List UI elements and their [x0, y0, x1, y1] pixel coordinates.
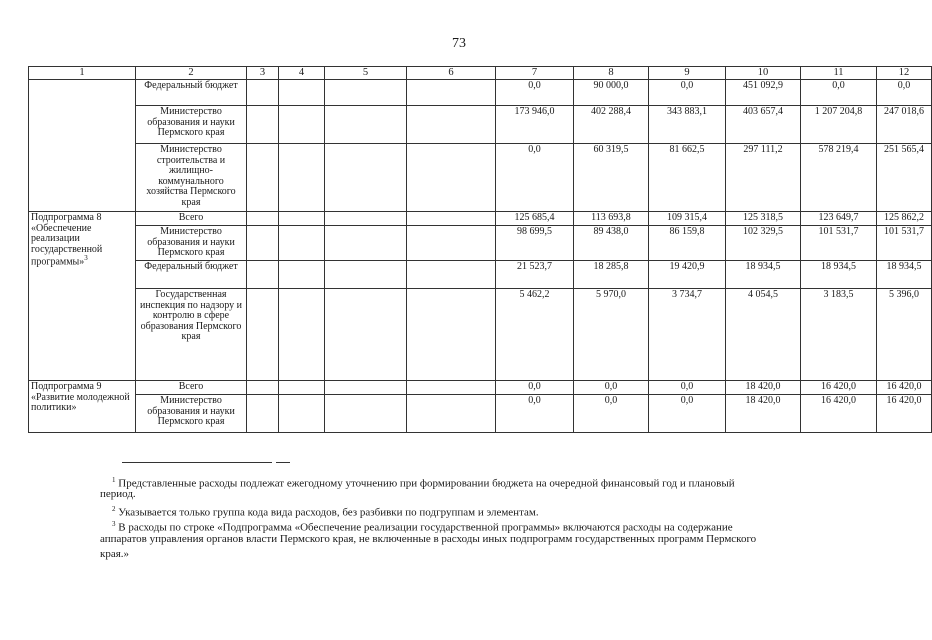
value-cell: 0,0	[574, 381, 649, 395]
header-row	[29, 67, 932, 80]
value-cell: 451 092,9	[726, 80, 801, 106]
table-row	[29, 395, 932, 433]
footnote-mark: 1	[112, 476, 116, 484]
empty-cell	[407, 212, 496, 226]
empty-cell	[279, 106, 325, 144]
value-cell: 21 523,7	[496, 261, 574, 289]
empty-cell	[279, 395, 325, 433]
empty-cell	[407, 144, 496, 212]
value-cell: 16 420,0	[801, 381, 877, 395]
source-cell: Министерство строительства и жилищно-коммунального хозяйства Пермского края	[136, 144, 247, 212]
table-row	[29, 106, 932, 144]
value-cell: 247 018,6	[877, 106, 932, 144]
value-cell: 0,0	[496, 80, 574, 106]
empty-cell	[279, 226, 325, 261]
value-cell: 123 649,7	[801, 212, 877, 226]
value-cell: 101 531,7	[801, 226, 877, 261]
empty-cell	[407, 226, 496, 261]
empty-cell	[247, 381, 279, 395]
empty-cell	[325, 80, 407, 106]
table-row	[29, 381, 932, 395]
value-cell: 297 111,2	[726, 144, 801, 212]
footnote-mark: 3	[112, 520, 116, 528]
empty-cell	[407, 289, 496, 381]
empty-cell	[247, 289, 279, 381]
value-cell: 18 934,5	[726, 261, 801, 289]
empty-cell	[407, 261, 496, 289]
value-cell: 86 159,8	[649, 226, 726, 261]
empty-cell	[325, 289, 407, 381]
header-cell: 4	[279, 67, 325, 80]
value-cell: 113 693,8	[574, 212, 649, 226]
empty-cell	[325, 381, 407, 395]
source-cell: Министерство образования и науки Пермского края	[136, 226, 247, 261]
value-cell: 0,0	[877, 80, 932, 106]
value-cell: 18 420,0	[726, 395, 801, 433]
footnote-mark: 2	[112, 505, 116, 513]
source-cell: Всего	[136, 212, 247, 226]
value-cell: 125 862,2	[877, 212, 932, 226]
value-cell: 16 420,0	[877, 381, 932, 395]
empty-cell	[407, 106, 496, 144]
program-cell-empty	[29, 80, 136, 212]
value-cell: 4 054,5	[726, 289, 801, 381]
header-cell: 9	[649, 67, 726, 80]
empty-cell	[279, 381, 325, 395]
footnote-divider	[122, 462, 272, 463]
header-cell: 6	[407, 67, 496, 80]
value-cell: 0,0	[496, 144, 574, 212]
value-cell: 90 000,0	[574, 80, 649, 106]
table-row	[29, 144, 932, 212]
header-cell: 5	[325, 67, 407, 80]
empty-cell	[325, 395, 407, 433]
value-cell: 125 685,4	[496, 212, 574, 226]
empty-cell	[325, 106, 407, 144]
source-cell: Министерство образования и науки Пермского края	[136, 106, 247, 144]
source-cell: Федеральный бюджет	[136, 261, 247, 289]
value-cell: 16 420,0	[801, 395, 877, 433]
value-cell: 16 420,0	[877, 395, 932, 433]
value-cell: 18 934,5	[877, 261, 932, 289]
value-cell: 98 699,5	[496, 226, 574, 261]
empty-cell	[325, 212, 407, 226]
value-cell: 18 420,0	[726, 381, 801, 395]
subprogram-9-cell: Подпрограмма 9 «Развитие молодежной политики»	[29, 381, 136, 433]
table-row	[29, 226, 932, 261]
empty-cell	[247, 106, 279, 144]
value-cell: 5 396,0	[877, 289, 932, 381]
value-cell: 109 315,4	[649, 212, 726, 226]
table-row	[29, 261, 932, 289]
value-cell: 403 657,4	[726, 106, 801, 144]
empty-cell	[279, 261, 325, 289]
header-cell: 8	[574, 67, 649, 80]
empty-cell	[279, 212, 325, 226]
value-cell: 0,0	[649, 395, 726, 433]
value-cell: 402 288,4	[574, 106, 649, 144]
empty-cell	[407, 395, 496, 433]
empty-cell	[279, 289, 325, 381]
table-row	[29, 80, 932, 106]
value-cell: 0,0	[649, 381, 726, 395]
value-cell: 343 883,1	[649, 106, 726, 144]
value-cell: 0,0	[496, 395, 574, 433]
value-cell: 18 934,5	[801, 261, 877, 289]
value-cell: 3 183,5	[801, 289, 877, 381]
footnote-3-continued: аппаратов управления органов власти Пермского края, не включенные в расходы иных подпрограмм государственных программ Пермского	[100, 533, 757, 545]
value-cell: 578 219,4	[801, 144, 877, 212]
value-cell: 0,0	[496, 381, 574, 395]
header-cell: 2	[136, 67, 247, 80]
empty-cell	[325, 261, 407, 289]
empty-cell	[247, 212, 279, 226]
empty-cell	[247, 80, 279, 106]
value-cell: 0,0	[801, 80, 877, 106]
value-cell: 60 319,5	[574, 144, 649, 212]
footnote-text: Указывается только группа кода вида расходов, без разбивки по подгруппам и элементам.	[118, 506, 539, 519]
source-cell: Федеральный бюджет	[136, 80, 247, 106]
empty-cell	[325, 226, 407, 261]
value-cell: 251 565,4	[877, 144, 932, 212]
page-number: 73	[452, 36, 466, 51]
header-cell: 1	[29, 67, 136, 80]
source-cell: Государственная инспекция по надзору и контролю в сфере образования Пермского края	[136, 289, 247, 381]
empty-cell	[247, 261, 279, 289]
value-cell: 101 531,7	[877, 226, 932, 261]
value-cell: 0,0	[574, 395, 649, 433]
source-cell: Всего	[136, 381, 247, 395]
value-cell: 89 438,0	[574, 226, 649, 261]
value-cell: 19 420,9	[649, 261, 726, 289]
footnote-text: Представленные расходы подлежат ежегодному уточнению при формировании бюджета на очередной финансовый год и плановый	[118, 477, 735, 490]
footnote-text: В расходы по строке «Подпрограмма «Обеспечение реализации государственной программы» включаются расходы на содержание	[118, 521, 733, 534]
subprogram-8-cell	[29, 212, 136, 381]
empty-cell	[407, 381, 496, 395]
empty-cell	[325, 144, 407, 212]
value-cell: 1 207 204,8	[801, 106, 877, 144]
footnote-3-end: края.»	[100, 548, 130, 560]
empty-cell	[407, 80, 496, 106]
value-cell: 81 662,5	[649, 144, 726, 212]
empty-cell	[247, 395, 279, 433]
value-cell: 173 946,0	[496, 106, 574, 144]
value-cell: 5 970,0	[574, 289, 649, 381]
empty-cell	[247, 226, 279, 261]
footnote-mark: 3	[84, 254, 88, 262]
value-cell: 0,0	[649, 80, 726, 106]
table-row	[29, 289, 932, 381]
subprogram-title: Подпрограмма 8 «Обеспечение реализации государственной программы»	[31, 212, 103, 268]
empty-cell	[279, 80, 325, 106]
empty-cell	[279, 144, 325, 212]
table-row	[29, 212, 932, 226]
value-cell: 3 734,7	[649, 289, 726, 381]
header-cell: 12	[877, 67, 932, 80]
value-cell: 102 329,5	[726, 226, 801, 261]
footnote-1	[112, 474, 872, 491]
budget-table	[28, 66, 932, 433]
empty-cell	[247, 144, 279, 212]
value-cell: 125 318,5	[726, 212, 801, 226]
footnote-divider	[276, 462, 290, 463]
value-cell: 18 285,8	[574, 261, 649, 289]
header-cell: 10	[726, 67, 801, 80]
value-cell: 5 462,2	[496, 289, 574, 381]
footnote-1-continued: период.	[100, 488, 136, 500]
header-cell: 3	[247, 67, 279, 80]
source-cell: Министерство образования и науки Пермского края	[136, 395, 247, 433]
header-cell: 7	[496, 67, 574, 80]
header-cell: 11	[801, 67, 877, 80]
